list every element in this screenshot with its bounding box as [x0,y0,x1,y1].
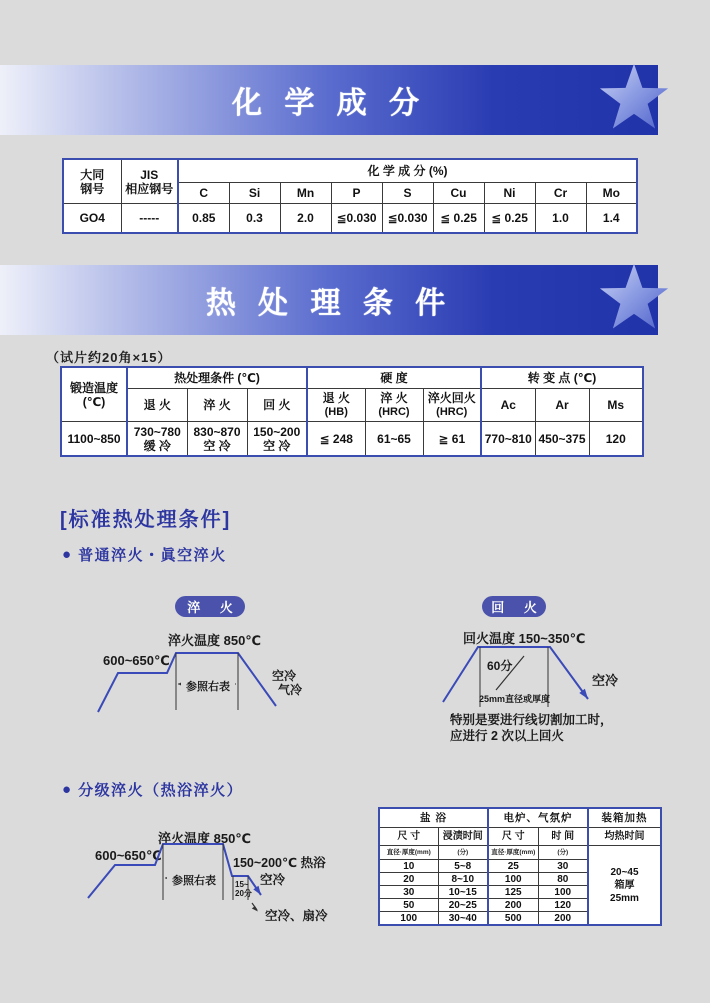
cell: 10 [379,860,438,873]
forging-temp-value: 1100~850 [61,422,127,457]
chem-element-header: Cu [433,183,484,204]
step-final-cool-label: 空冷、扇冷 [265,909,328,923]
chem-element-header: Mo [586,183,637,204]
bullet-label: 分级淬火（热浴淬火） [78,782,244,799]
chem-col2-line2: 相应钢号 [125,181,174,196]
cell: 200 [538,912,588,926]
soak-line1: 20~45 [610,866,639,878]
step-preheat-label: 600~650℃ [95,848,162,863]
chem-value-cell: 0.3 [229,204,280,234]
chem-span-header: 化 学 成 分 (%) [178,159,637,183]
bath-table-wrap [378,807,662,926]
sub-header-ac: Ac [481,389,535,422]
val-top: 830~870 [193,424,241,439]
bullet-normal-vacuum-quench [62,544,227,565]
banner-title: 热 处 理 条 件 [205,287,453,320]
chem-element-header: S [382,183,433,204]
star-icon [596,263,672,337]
ac-value: 770~810 [481,422,535,457]
sub-bot: (HRC) [378,406,410,418]
ms-value: 120 [589,422,643,457]
group-salt-bath: 盐 浴 [379,808,488,828]
cell: 25 [488,860,538,873]
group-hardness: 硬 度 [307,367,481,389]
bullet-icon: ● [62,781,72,798]
step-ref-label: 参照右表 [167,872,221,888]
temper-hold-time: 60分 [487,659,513,673]
step-bath-cool-label: 空冷 [260,873,286,887]
header-size-2: 尺 寸 [488,828,538,846]
sub-diameter-1: 直径·厚度(mm) [379,846,438,860]
sub-bot: (HRC) [436,406,468,418]
banner-title: 化 学 成 分 [231,87,426,120]
header-time: 时 间 [538,828,588,846]
hardness-quench-value: 61~65 [365,422,423,457]
group-transformation: 转 变 点 (℃) [481,367,643,389]
temper-temp-label: 回火温度 150~350℃ [463,631,586,646]
sub-diameter-2: 直径·厚度(mm) [488,846,538,860]
val-bot: 空 冷 [263,438,291,453]
chem-element-header: Si [229,183,280,204]
hardness-anneal-value: ≦ 248 [307,422,365,457]
sub-header-quench [187,389,247,422]
val-top: 150~200 [253,424,301,439]
bullet-label: 普通淬火・眞空淬火 [78,547,227,564]
forging-temp-header [61,367,127,422]
chem-element-header: Cr [535,183,586,204]
hardness-quench-temper-value: ≧ 61 [423,422,481,457]
group-heat-conditions: 热处理条件 (℃) [127,367,307,389]
chem-grade-cell: GO4 [63,204,121,234]
star-shape [600,64,668,129]
quench-cool-label-1: 空冷 [272,669,297,683]
anneal-value [127,422,187,457]
temper-badge: 回 火 [482,596,546,617]
sub-header-quench-hrc [365,389,423,422]
star-shape [600,264,668,329]
forging-header-line1: 锻造温度 [69,380,118,395]
chem-col1-line2: 钢号 [80,181,105,196]
heat-sub-header-row [61,389,643,422]
group-box-heating: 装箱加热 [588,808,661,828]
star-icon [596,63,672,137]
header-immersion-time: 浸渍时间 [438,828,488,846]
step-temp-label: 淬火温度 850℃ [158,831,252,846]
temper-note-line2: 应进行 2 次以上回火 [450,729,564,743]
step-time-label [235,880,252,898]
chem-header-row-1 [63,159,637,183]
cell: 20 [379,873,438,886]
val-bot: 缓 冷 [143,438,171,453]
bullet-step-quench [62,779,243,800]
chemical-table-wrap [62,158,638,234]
step-time-line2: 20分 [235,889,252,898]
chem-col2-line1: JIS [140,167,159,182]
heat-data-row [61,422,643,457]
cell: 80 [538,873,588,886]
cell: 10~15 [438,886,488,899]
chem-col1-line1: 大同 [80,167,105,182]
bath-header-row [379,828,661,846]
cell: 50 [379,899,438,912]
sub-header-temper [247,389,307,422]
sub-top: 淬 火 [380,391,408,405]
chem-data-row [63,204,637,234]
chem-col1-header [63,159,121,204]
temper-cool-label: 空冷 [592,673,619,688]
ar-value: 450~375 [535,422,589,457]
temper-per-size: 25mm直径或厚度 [479,694,551,704]
heat-treatment-table [60,366,644,457]
sub-top: 淬火回火 [427,391,476,405]
cell: 125 [488,886,538,899]
header-soaking-time: 均热时间 [588,828,661,846]
heat-group-header-row [61,367,643,389]
chem-value-cell: 0.85 [178,204,229,234]
quench-preheat-label: 600~650℃ [103,653,170,668]
chem-value-cell: 1.4 [586,204,637,234]
chem-col2-header [121,159,178,204]
sub-minutes-1: (分) [438,846,488,860]
cell: 200 [488,899,538,912]
cell: 30 [379,886,438,899]
bath-subheader-row [379,846,661,860]
cell: 500 [488,912,538,926]
chem-value-cell: ≦0.030 [382,204,433,234]
sub-header-quench-temper-hrc [423,389,481,422]
sub-header-anneal-hb [307,389,365,422]
temper-value [247,422,307,457]
group-furnace: 电炉、气氛炉 [488,808,588,828]
specimen-caption: （试片约20角×15） [46,350,172,365]
chem-element-header: Mn [280,183,331,204]
banner-chemical-composition [0,65,658,135]
sub-top: 退 火 [322,391,350,405]
chem-value-cell: 1.0 [535,204,586,234]
standard-conditions-heading: [标准热处理条件] [60,509,232,531]
cell: 20~25 [438,899,488,912]
soaking-time-cell [588,846,661,926]
cell: 5~8 [438,860,488,873]
temper-note-line1: 特别是要进行线切割加工时， [450,713,613,727]
banner-heat-treatment [0,265,658,335]
sub-header-ms: Ms [589,389,643,422]
sub-header-ar: Ar [535,389,589,422]
chem-element-header: C [178,183,229,204]
chemical-composition-table [62,158,638,234]
cell: 100 [538,886,588,899]
bath-time-table [378,807,662,926]
chem-jis-cell: ----- [121,204,178,234]
val-top: 730~780 [133,424,181,439]
chem-value-cell: ≦ 0.25 [484,204,535,234]
val-bot: 空 冷 [203,438,231,453]
chem-element-header: P [331,183,382,204]
quench-cool-label-2: 气冷 [278,683,303,697]
final-tick-arrowhead [252,906,258,912]
cell: 30~40 [438,912,488,926]
quench-ref-label: 参照右表 [181,678,235,694]
soak-line3: 25mm [610,892,639,904]
header-size-1: 尺 寸 [379,828,438,846]
chem-value-cell: ≦0.030 [331,204,382,234]
cell: 8~10 [438,873,488,886]
chem-value-cell: 2.0 [280,204,331,234]
sub-top: 淬 火 [203,398,231,412]
heat-table-wrap [60,366,644,457]
chem-value-cell: ≦ 0.25 [433,204,484,234]
chem-element-header: Ni [484,183,535,204]
quench-temp-label: 淬火温度 850℃ [168,633,262,648]
sub-top: 退 火 [143,398,171,412]
cell: 100 [488,873,538,886]
sub-minutes-2: (分) [538,846,588,860]
bath-group-row [379,808,661,828]
step-time-line1: 15~ [235,880,249,889]
step-bath-label: 150~200℃ 热浴 [233,856,326,870]
sub-bot: (HB) [324,406,348,418]
forging-header-line2: (℃) [82,394,106,409]
quench-value [187,422,247,457]
cell: 100 [379,912,438,926]
bullet-icon: ● [62,546,72,563]
sub-header-anneal [127,389,187,422]
cell: 30 [538,860,588,873]
sub-top: 回 火 [263,398,291,412]
quench-badge: 淬 火 [175,596,245,617]
cell: 120 [538,899,588,912]
soak-line2: 箱厚 [614,879,635,891]
